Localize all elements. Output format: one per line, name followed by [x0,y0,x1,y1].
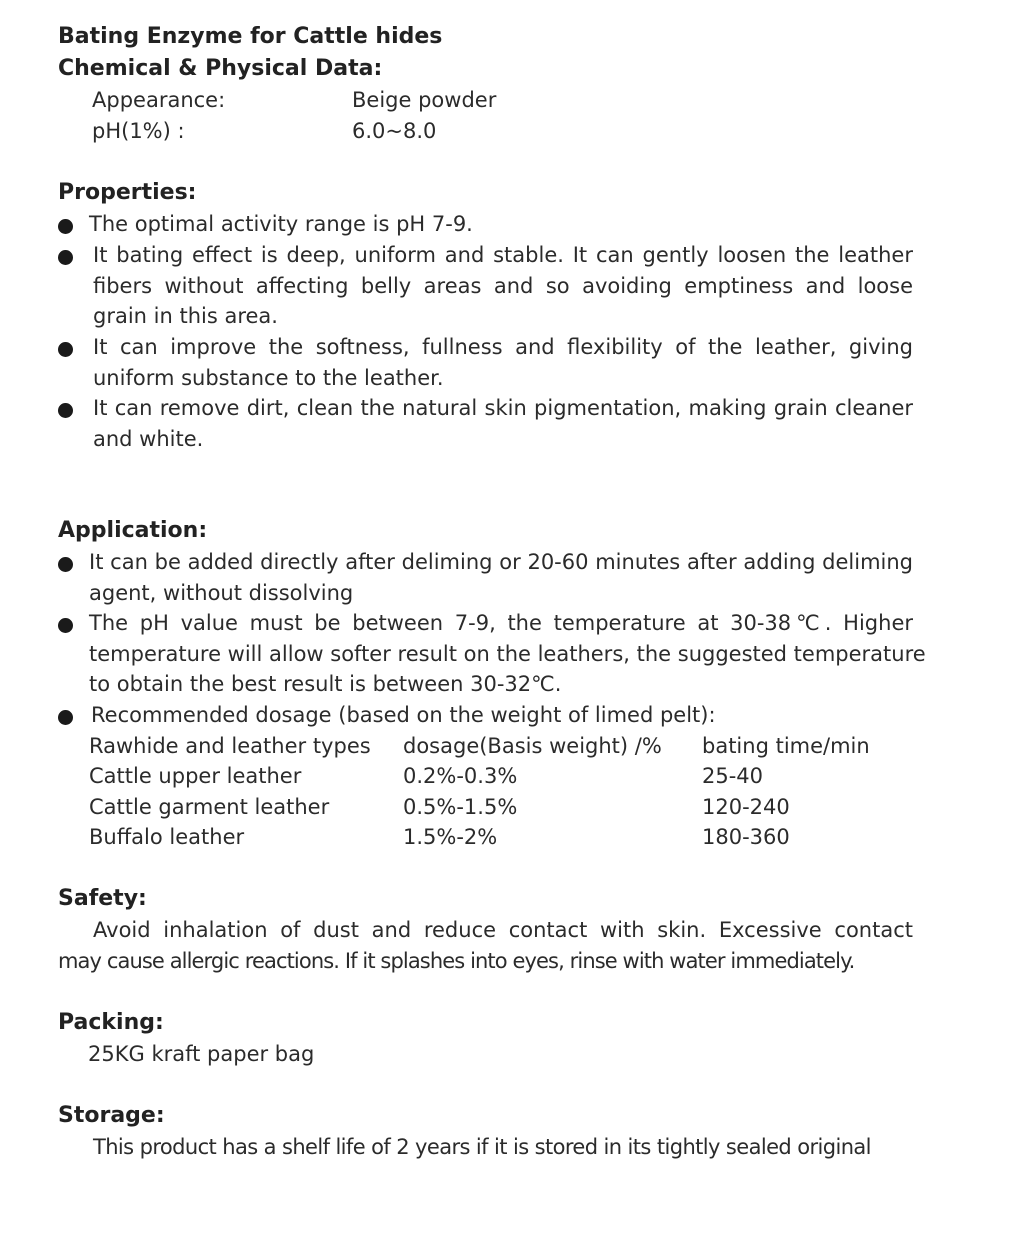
application-line: to obtain the best result is between 30-32℃. [89,672,562,697]
appearance-value: Beige powder [352,88,497,112]
application-item [89,547,913,608]
table-cell: 0.2%-0.3% [403,764,518,788]
bullet-icon [58,403,73,418]
packing-heading: Packing: [58,1010,164,1035]
bullet-icon [58,219,73,234]
table-cell: 25-40 [702,764,764,788]
table-cell: 180-360 [702,825,790,849]
table-cell: Buffalo leather [89,825,245,849]
bullet-icon [58,557,73,572]
table-header-cell: Rawhide and leather types [89,734,371,758]
ph-value: 6.0~8.0 [352,119,437,143]
property-line: It bating effect is deep, uniform and stable. It can gently loosen the leather [93,243,913,267]
safety-heading: Safety: [58,886,147,911]
property-item [89,209,473,240]
appearance-label: Appearance: [92,88,226,112]
document-title: Bating Enzyme for Cattle hides [58,24,443,49]
application-line: It can be added directly after deliming or 20-60 minutes after adding deliming [89,550,913,574]
property-line: uniform substance to the leather. [93,365,444,390]
ph-label: pH(1%) : [92,119,185,143]
property-item [93,240,913,332]
table-cell: Cattle upper leather [89,764,302,788]
property-line: fibers without affecting belly areas and so avoiding emptiness and loose [93,273,913,298]
safety-paragraph [58,915,913,976]
table-cell: 1.5%-2% [403,825,498,849]
storage-text: This product has a shelf life of 2 years if it is stored in its tightly sealed original [93,1135,871,1159]
storage-heading: Storage: [58,1103,165,1128]
property-line: It can improve the softness, fullness and flexibility of the leather, giving [93,335,913,359]
application-line: agent, without dissolving [89,580,354,605]
property-line: It can remove dirt, clean the natural skin pigmentation, making grain cleaner [93,396,913,420]
application-line: Recommended dosage (based on the weight of limed pelt): [91,703,716,727]
property-item [93,393,913,454]
bullet-icon [58,342,73,357]
application-line: temperature will allow softer result on the leathers, the suggested temperature [89,641,926,666]
safety-line: may cause allergic reactions. If it splashes into eyes, rinse with water immediately. [58,948,855,973]
bullet-icon [58,710,73,725]
property-line: The optimal activity range is pH 7-9. [89,212,473,236]
table-cell: 120-240 [702,795,790,819]
table-header-cell: bating time/min [702,734,870,758]
table-cell: 0.5%-1.5% [403,795,518,819]
property-line: and white. [93,426,204,451]
application-item [91,700,716,731]
table-header-cell: dosage(Basis weight) /% [403,734,662,758]
property-item [93,332,913,393]
bullet-icon [58,618,73,633]
properties-heading: Properties: [58,180,197,205]
application-line: The pH value must be between 7-9, the temperature at 30-38℃. Higher [89,611,913,635]
table-cell: Cattle garment leather [89,795,330,819]
application-item [89,608,926,700]
packing-text: 25KG kraft paper bag [88,1042,315,1066]
safety-line: Avoid inhalation of dust and reduce contact with skin. Excessive contact [93,918,913,942]
bullet-icon [58,250,73,265]
application-heading: Application: [58,518,208,543]
property-line: grain in this area. [93,304,278,329]
chemical-heading: Chemical & Physical Data: [58,56,383,81]
